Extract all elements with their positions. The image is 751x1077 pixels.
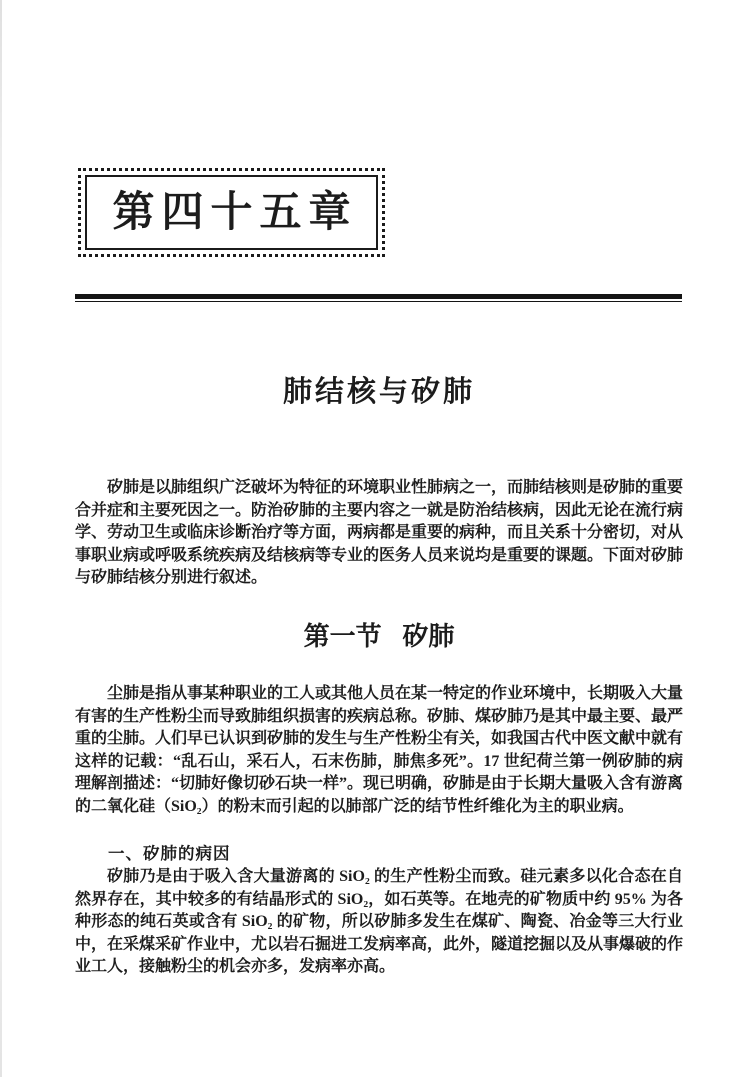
- scan-edge-artifact: [0, 0, 2, 1077]
- subsection-paragraph: 矽肺乃是由于吸入含大量游离的 SiO₂ 的生产性粉尘而致。硅元素多以化合态在自然界存在，其中较多的有结晶形式的 SiO₂，如石英等。在地壳的矿物质中约 95% 为各种形态的纯石英或含有 SiO₂ 的矿物，所以矽肺多发生在煤矿、陶瓷、冶金等三大行业中，在采煤采矿作业中，尤以岩石掘进工发病率高，此外，隧道挖掘以及从事爆破的作业工人，接触粉尘的机会亦多，发病率亦高。: [75, 868, 684, 976]
- section-number: 第一节: [303, 622, 382, 651]
- page-title: 肺结核与矽肺: [282, 376, 475, 408]
- divider-thin-rule: [75, 301, 682, 303]
- chapter-box-inner-border: [85, 175, 378, 250]
- chapter-title: 第四十五章: [112, 189, 358, 236]
- subsection-heading: 一、矽肺的病因: [108, 845, 231, 863]
- intro-paragraph: 矽肺是以肺组织广泛破坏为特征的环境职业性肺病之一，而肺结核则是矽肺的重要合并症和主要死因之一。防治矽肺的主要内容之一就是防治结核病，因此无论在流行病学、劳动卫生或临床诊断治疗等方面，两病都是重要的病种，而且关系十分密切，对从事职业病或呼吸系统疾病及结核病等专业的医务人员来说均是重要的课题。下面对矽肺与矽肺结核分别进行叙述。: [75, 479, 684, 587]
- section-heading: [75, 616, 683, 653]
- chapter-box: [78, 168, 385, 257]
- section-divider: [75, 294, 682, 302]
- section-name: 矽肺: [402, 622, 455, 651]
- divider-thick-rule: [75, 294, 682, 299]
- section-paragraph: 尘肺是指从事某种职业的工人或其他人员在某一特定的作业环境中，长期吸入大量有害的生产性粉尘而导致肺组织损害的疾病总称。矽肺、煤矽肺乃是其中最主要、最严重的尘肺。人们早已认识到矽肺的发生与生产性粉尘有关，如我国古代中医文献中就有这样的记载：“乱石山，采石人，石末伤肺，肺焦多死”。17 世纪荷兰第一例矽肺的病理解剖描述：“切肺好像切砂石块一样”。现已明确，矽肺是由于长期大量吸入含有游离的二氧化硅（SiO₂）的粉末而引起的以肺部广泛的结节性纤维化为主的职业病。: [75, 685, 684, 815]
